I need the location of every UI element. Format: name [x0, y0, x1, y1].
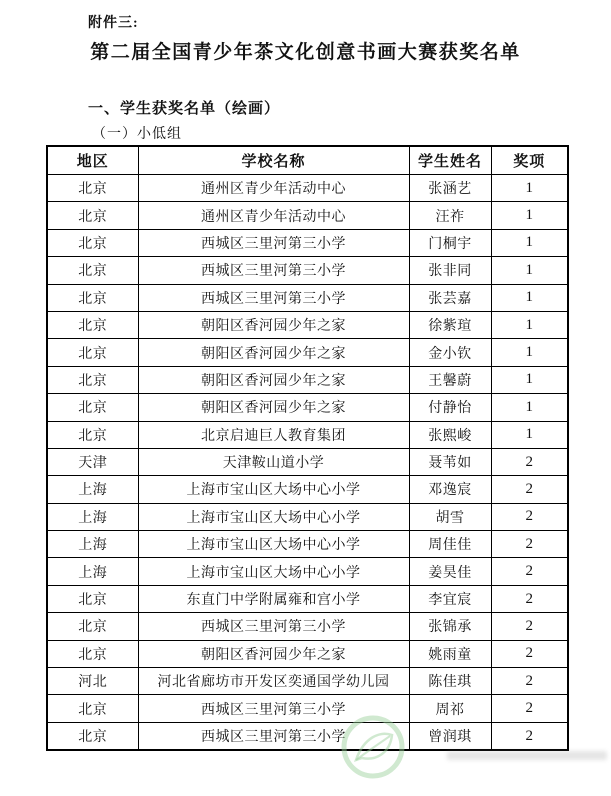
region-cell: 北京 [47, 311, 138, 338]
school-cell: 西城区三里河第三小学 [138, 695, 409, 722]
student-name-cell: 曾润琪 [409, 722, 491, 750]
table-row [47, 722, 568, 750]
award-cell: 2 [491, 558, 568, 585]
school-cell: 西城区三里河第三小学 [138, 257, 409, 284]
award-table-body [47, 175, 568, 751]
region-cell: 上海 [47, 531, 138, 558]
student-name-cell: 姚雨童 [409, 640, 491, 667]
award-cell: 1 [491, 284, 568, 311]
award-cell: 1 [491, 202, 568, 229]
student-name-cell: 周佳佳 [409, 531, 491, 558]
region-cell: 天津 [47, 448, 138, 475]
student-name-cell: 门桐宇 [409, 229, 491, 256]
school-cell: 天津鞍山道小学 [138, 448, 409, 475]
award-cell: 2 [491, 585, 568, 612]
region-cell: 北京 [47, 339, 138, 366]
award-cell: 1 [491, 175, 568, 202]
school-cell: 西城区三里河第三小学 [138, 613, 409, 640]
region-cell: 北京 [47, 284, 138, 311]
table-row [47, 668, 568, 695]
school-cell: 通州区青少年活动中心 [138, 175, 409, 202]
student-name-cell: 聂苇如 [409, 448, 491, 475]
student-name-cell: 王馨蔚 [409, 366, 491, 393]
region-cell: 北京 [47, 585, 138, 612]
student-name-cell: 张涵艺 [409, 175, 491, 202]
student-name-cell: 汪祚 [409, 202, 491, 229]
table-row [47, 202, 568, 229]
student-name-cell: 胡雪 [409, 503, 491, 530]
table-row [47, 503, 568, 530]
school-cell: 上海市宝山区大场中心小学 [138, 531, 409, 558]
region-cell: 北京 [47, 175, 138, 202]
table-row [47, 585, 568, 612]
student-name-cell: 徐紫瑄 [409, 311, 491, 338]
table-row [47, 284, 568, 311]
award-cell: 1 [491, 394, 568, 421]
faint-watermark-smudge [447, 751, 607, 760]
region-cell: 上海 [47, 503, 138, 530]
student-name-cell: 周祁 [409, 695, 491, 722]
region-cell: 北京 [47, 695, 138, 722]
region-cell: 北京 [47, 394, 138, 421]
region-cell: 北京 [47, 202, 138, 229]
award-cell: 2 [491, 722, 568, 750]
award-cell: 2 [491, 695, 568, 722]
student-name-cell: 张非同 [409, 257, 491, 284]
table-row [47, 640, 568, 667]
award-cell: 1 [491, 229, 568, 256]
student-name-cell: 陈佳琪 [409, 668, 491, 695]
school-cell: 西城区三里河第三小学 [138, 229, 409, 256]
student-name-cell: 付静怡 [409, 394, 491, 421]
school-cell: 朝阳区香河园少年之家 [138, 339, 409, 366]
table-row [47, 394, 568, 421]
subsection-heading: （一）小低组 [92, 127, 182, 142]
table-row [47, 339, 568, 366]
school-cell: 朝阳区香河园少年之家 [138, 311, 409, 338]
region-cell: 北京 [47, 722, 138, 750]
header-school: 学校名称 [138, 146, 409, 175]
region-cell: 北京 [47, 640, 138, 667]
region-cell: 北京 [47, 229, 138, 256]
school-cell: 朝阳区香河园少年之家 [138, 640, 409, 667]
school-cell: 通州区青少年活动中心 [138, 202, 409, 229]
header-student: 学生姓名 [409, 146, 491, 175]
page-title: 第二届全国青少年茶文化创意书画大赛获奖名单 [90, 42, 521, 63]
school-cell: 西城区三里河第三小学 [138, 284, 409, 311]
award-table-header [47, 146, 568, 175]
region-cell: 北京 [47, 257, 138, 284]
table-row [47, 229, 568, 256]
region-cell: 北京 [47, 421, 138, 448]
school-cell: 上海市宝山区大场中心小学 [138, 503, 409, 530]
award-cell: 1 [491, 421, 568, 448]
school-cell: 西城区三里河第三小学 [138, 722, 409, 750]
table-row [47, 531, 568, 558]
table-row [47, 175, 568, 202]
school-cell: 北京启迪巨人教育集团 [138, 421, 409, 448]
school-cell: 河北省廊坊市开发区奕通国学幼儿园 [138, 668, 409, 695]
award-cell: 2 [491, 531, 568, 558]
student-name-cell: 金小钦 [409, 339, 491, 366]
section-heading: 一、学生获奖名单（绘画） [88, 101, 281, 117]
region-cell: 北京 [47, 613, 138, 640]
table-header-row [47, 146, 568, 175]
student-name-cell: 李宜宸 [409, 585, 491, 612]
student-name-cell: 张熙峻 [409, 421, 491, 448]
attachment-label: 附件三: [88, 16, 139, 31]
award-cell: 1 [491, 366, 568, 393]
school-cell: 朝阳区香河园少年之家 [138, 394, 409, 421]
award-cell: 2 [491, 668, 568, 695]
table-row [47, 366, 568, 393]
student-name-cell: 邓逸宸 [409, 476, 491, 503]
student-name-cell: 张芸嘉 [409, 284, 491, 311]
table-row [47, 421, 568, 448]
table-row [47, 613, 568, 640]
school-cell: 朝阳区香河园少年之家 [138, 366, 409, 393]
student-name-cell: 张锦承 [409, 613, 491, 640]
table-row [47, 257, 568, 284]
award-cell: 2 [491, 503, 568, 530]
region-cell: 河北 [47, 668, 138, 695]
region-cell: 上海 [47, 476, 138, 503]
award-cell: 1 [491, 257, 568, 284]
award-cell: 2 [491, 613, 568, 640]
region-cell: 北京 [47, 366, 138, 393]
table-row [47, 476, 568, 503]
award-cell: 1 [491, 339, 568, 366]
table-row [47, 448, 568, 475]
table-row [47, 558, 568, 585]
school-cell: 上海市宝山区大场中心小学 [138, 558, 409, 585]
school-cell: 上海市宝山区大场中心小学 [138, 476, 409, 503]
award-cell: 1 [491, 311, 568, 338]
award-cell: 2 [491, 476, 568, 503]
header-region: 地区 [47, 146, 138, 175]
award-cell: 2 [491, 448, 568, 475]
header-award: 奖项 [491, 146, 568, 175]
table-row [47, 311, 568, 338]
region-cell: 上海 [47, 558, 138, 585]
award-table [46, 145, 569, 751]
table-row [47, 695, 568, 722]
school-cell: 东直门中学附属雍和宫小学 [138, 585, 409, 612]
student-name-cell: 姜昊佳 [409, 558, 491, 585]
award-cell: 2 [491, 640, 568, 667]
